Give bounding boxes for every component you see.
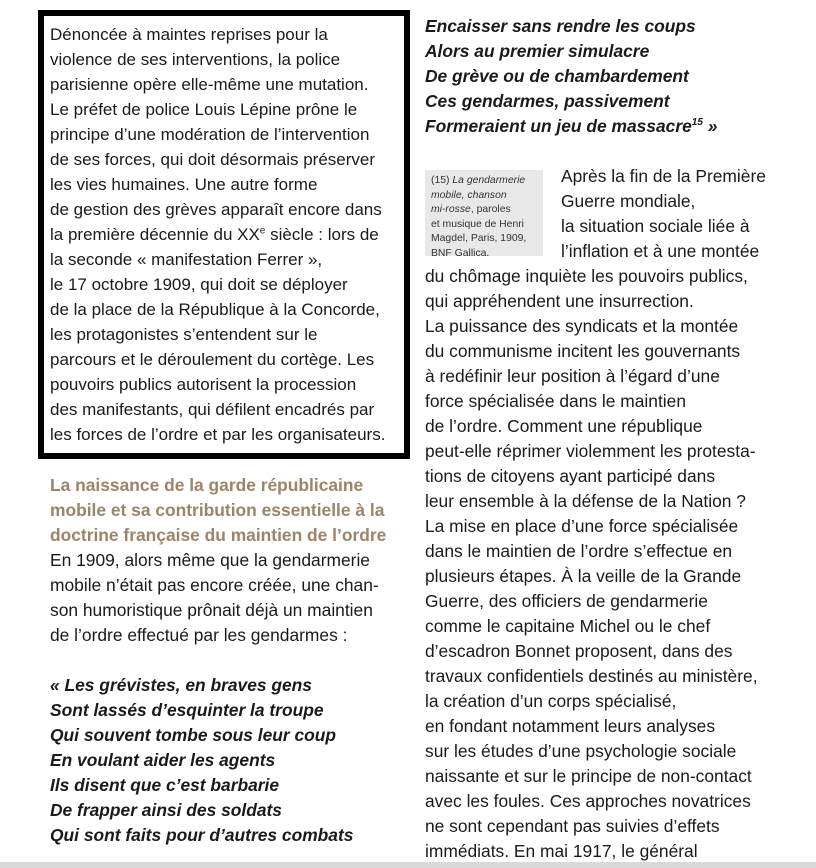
frame-line: parcours et le déroulement du cortège. Les	[50, 350, 375, 369]
frame-line: le 17 octobre 1909, qui doit se déployer	[50, 275, 348, 294]
footnote-line	[431, 203, 543, 218]
body-line: dans le maintien de l’ordre s’effectue en	[425, 541, 733, 561]
verse-last-close: »	[702, 116, 718, 136]
heading-line: La naissance de la garde républicaine	[50, 475, 364, 495]
frame-line: Le préfet de police Louis Lépine prône le	[50, 100, 358, 119]
footnote-title-end: mi-rosse	[431, 204, 471, 215]
frame-line: parisienne opère elle-même une mutation.	[50, 75, 369, 94]
verse-line: De grève ou de chambardement	[425, 66, 689, 86]
verse-last-text: Formeraient un jeu de massacre	[425, 116, 692, 136]
body-line: avec les foules. Ces approches novatrices	[425, 791, 751, 811]
verse-line: Ils disent que c’est barbarie	[50, 775, 280, 795]
body-line: mobile n’était pas encore créée, une chan-	[50, 575, 379, 595]
framed-text-box	[38, 10, 410, 459]
body-line: Guerre, des officiers de gendarmerie	[425, 591, 708, 611]
body-line: immédiats. En mai 1917, le général	[425, 841, 698, 861]
verse-line: Qui sont faits pour d’autres combats	[50, 825, 354, 845]
century-before: la première décennie du XX	[50, 225, 260, 244]
century-sup: e	[259, 225, 266, 237]
body-line: naissante et sur le principe de non-contact	[425, 766, 752, 786]
right-body-text	[425, 264, 785, 864]
footnote-line: et musique de Henri	[431, 218, 524, 230]
body-line: force spécialisée dans le maintien	[425, 391, 687, 411]
frame-line: principe d’une modération de l’intervention	[50, 125, 370, 144]
right-column	[425, 14, 785, 864]
frame-line-century	[50, 222, 398, 247]
verse-line: « Les grévistes, en braves gens	[50, 675, 312, 695]
body-line: En 1909, alors même que la gendarmerie	[50, 550, 370, 570]
body-line: la création d’un corps spécialisé,	[425, 691, 677, 711]
body-line: comme le capitaine Michel ou le chef	[425, 616, 711, 636]
body-line: plusieurs étapes. À la veille de la Grande	[425, 566, 742, 586]
body-line: leur ensemble à la défense de la Nation ?	[425, 491, 746, 511]
body-line: La mise en place d’une force spécialisée	[425, 516, 739, 536]
body-line: de l’ordre. Comment une république	[425, 416, 703, 436]
body-line: de l’ordre effectué par les gendarmes :	[50, 625, 348, 645]
frame-line: violence de ses interventions, la police	[50, 50, 341, 69]
song-verse-left	[38, 673, 410, 848]
footnote-line: Magdel, Paris, 1909,	[431, 233, 527, 244]
footnote-wrap	[425, 164, 785, 264]
body-line: qui appréhendent une insurrection.	[425, 291, 694, 311]
frame-line: pouvoirs publics autorisent la procession	[50, 375, 357, 394]
footnote-ref-15: 15	[691, 117, 703, 129]
body-line: du chômage inquiète les pouvoirs publics,	[425, 266, 748, 286]
verse-line: Alors au premier simulacre	[425, 41, 650, 61]
wrapped-line: la situation sociale liée à	[561, 216, 750, 236]
section-heading	[38, 473, 410, 548]
song-verse-right	[425, 14, 785, 139]
wrapped-line: Guerre mondiale,	[561, 191, 696, 211]
body-line: du communisme incitent les gouvernants	[425, 341, 741, 361]
footnote-line	[431, 174, 543, 189]
body-line: d’escadron Bonnet proposent, dans des	[425, 641, 733, 661]
wrapped-line: Après la fin de la Première	[561, 166, 766, 186]
footnote-text: , paroles	[470, 204, 511, 215]
body-line: peut-elle réprimer violemment les protesta-	[425, 441, 756, 461]
body-line: à redéfinir leur position à l’égard d’une	[425, 366, 720, 386]
left-body-text	[38, 548, 410, 648]
body-line: son humoristique prônait déjà un maintien	[50, 600, 373, 620]
frame-line: la seconde « manifestation Ferrer »,	[50, 250, 323, 269]
frame-line: les vies humaines. Une autre forme	[50, 175, 318, 194]
frame-line: de ses forces, qui doit désormais préserver	[50, 150, 376, 169]
frame-line: Dénoncée à maintes reprises pour la	[50, 25, 328, 44]
body-line: ne sont cependant pas suivies d’effets	[425, 816, 720, 836]
footnote-number: (15)	[431, 175, 453, 186]
bottom-scroll-edge	[0, 862, 816, 868]
verse-line: Qui souvent tombe sous leur coup	[50, 725, 337, 745]
verse-line: De frapper ainsi des soldats	[50, 800, 282, 820]
body-line: La puissance des syndicats et la montée	[425, 316, 739, 336]
footnote-title: La gendarmerie	[452, 175, 526, 186]
verse-last-line	[425, 114, 785, 139]
frame-line: les forces de l’ordre et par les organisateurs.	[50, 425, 386, 444]
wrapped-line: l’inflation et à une montée	[561, 241, 760, 261]
frame-line: les protagonistes s’entendent sur le	[50, 325, 318, 344]
frame-line: de gestion des grèves apparaît encore dans	[50, 200, 382, 219]
left-column	[38, 10, 410, 848]
verse-line: Sont lassés d’esquinter la troupe	[50, 700, 324, 720]
verse-line: Ces gendarmes, passivement	[425, 91, 670, 111]
body-line: en fondant notamment leurs analyses	[425, 716, 716, 736]
footnote-line	[431, 189, 543, 204]
footnote-15	[425, 170, 543, 259]
frame-line: de la place de la République à la Concorde,	[50, 300, 380, 319]
heading-line: doctrine française du maintien de l’ordre	[50, 525, 387, 545]
body-line: tions de citoyens ayant participé dans	[425, 466, 716, 486]
footnote-title-cont: mobile, chanson	[431, 189, 507, 201]
footnote-line: BNF Gallica.	[431, 247, 490, 259]
body-line: travaux confidentiels destinés au ministère,	[425, 666, 758, 686]
verse-line: Encaisser sans rendre les coups	[425, 16, 696, 36]
frame-line: des manifestants, qui défilent encadrés par	[50, 400, 375, 419]
body-line: sur les études d’une psychologie sociale	[425, 741, 737, 761]
verse-line: En voulant aider les agents	[50, 750, 276, 770]
century-after: siècle : lors de	[265, 225, 379, 244]
heading-line: mobile et sa contribution essentielle à la	[50, 500, 385, 520]
